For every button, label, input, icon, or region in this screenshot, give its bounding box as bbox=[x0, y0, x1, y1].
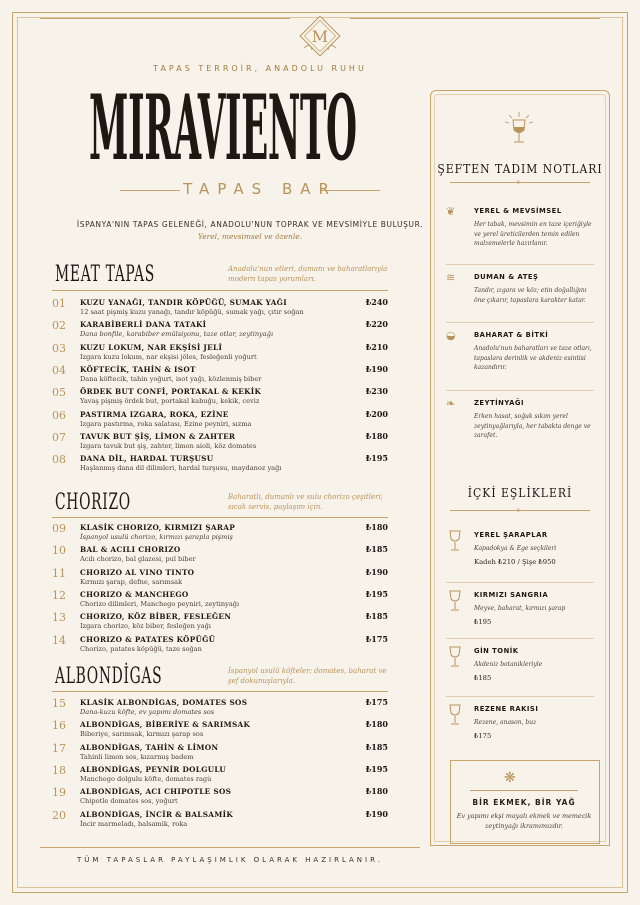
item-description: Dana-kuzu köfte, ev yapımı domates sos bbox=[80, 708, 215, 716]
menu-item bbox=[52, 567, 388, 589]
wine-glass-icon bbox=[448, 530, 462, 552]
item-number: 19 bbox=[52, 786, 66, 800]
bread-title: BİR EKMEK, BİR YAĞ bbox=[472, 798, 576, 807]
item-number: 13 bbox=[52, 611, 66, 625]
drink-divider bbox=[446, 638, 594, 639]
section-note: İspanyol usulü köfteler; domates, baharat ve şef dokunuşlarıyla. bbox=[228, 667, 387, 685]
footer-rule bbox=[40, 847, 420, 848]
drink-description: Rezene, anason, buz bbox=[474, 719, 537, 726]
item-description: Haşlanmış dana dil dilimleri, hardal turşusu, maydanoz yağı bbox=[80, 464, 282, 473]
chef-note bbox=[446, 330, 596, 390]
item-name: TAVUK BUT ŞİŞ, LİMON & ZAHTER bbox=[80, 431, 236, 441]
item-description: Tahinli limon sos, kızarmış badem bbox=[80, 752, 194, 761]
item-name: KLASİK ALBONDİGAS, DOMATES SOS bbox=[80, 698, 248, 707]
section-rule bbox=[52, 290, 388, 291]
wine-glass-sun-icon bbox=[494, 110, 544, 150]
mortar-icon: ◒ bbox=[446, 329, 456, 342]
bread-description: Ev yapımı ekşi mayalı ekmek ve memecik zeytinyağı ikramımızdır. bbox=[456, 812, 592, 830]
monogram-emblem bbox=[298, 14, 342, 58]
drink-title: YEREL ŞARAPLAR bbox=[474, 531, 548, 539]
drink-title: GİN TONİK bbox=[474, 647, 519, 655]
item-number: 07 bbox=[52, 430, 66, 444]
item-name: PASTIRMA IZGARA, ROKA, EZİNE bbox=[80, 409, 229, 419]
item-price: ₺180 bbox=[365, 522, 388, 532]
item-number: 03 bbox=[52, 341, 66, 355]
item-number: 01 bbox=[52, 297, 66, 310]
drink-item bbox=[446, 530, 596, 576]
item-price: ₺175 bbox=[365, 633, 388, 644]
menu-item bbox=[52, 764, 388, 786]
item-name: ALBONDİGAS, İNCİR & BALSAMİK bbox=[80, 809, 234, 819]
item-description: 12 saat pişmiş kuzu yanağı, tandır köpüğü, sumak yağı, çıtır soğan bbox=[80, 308, 304, 316]
item-description: Izgara chorizo, köz biber, fesleğen yağı bbox=[80, 622, 212, 631]
wheat-icon: ❋ bbox=[504, 770, 516, 786]
item-price: ₺220 bbox=[365, 319, 388, 330]
section-title: CHORIZO bbox=[55, 490, 131, 515]
item-number: 20 bbox=[52, 808, 66, 822]
item-description: Chipotle domates sos, yoğurt bbox=[80, 797, 178, 806]
note-title: YEREL & MEVSİMSEL bbox=[474, 207, 562, 215]
note-title: DUMAN & ATEŞ bbox=[474, 273, 539, 281]
header-rule-right bbox=[350, 18, 600, 19]
item-description: Kırmızı şarap, defne, sarımsak bbox=[80, 577, 183, 586]
item-number: 06 bbox=[52, 408, 66, 422]
item-price: ₺230 bbox=[365, 386, 388, 397]
item-price: ₺200 bbox=[365, 408, 388, 419]
menu-item bbox=[52, 431, 388, 453]
item-description: Biberiye, sarımsak, kırmızı şarap sos bbox=[80, 730, 204, 739]
item-number: 17 bbox=[52, 741, 66, 755]
intro-text: İSPANYA'NIN TAPAS GELENEĞİ, ANADOLU'NUN TOPRAK VE MEVSİMİYLE BULUŞUR. bbox=[76, 220, 424, 229]
drink-divider bbox=[446, 582, 594, 583]
item-name: ALBONDİGAS, BİBERİYE & SARIMSAK bbox=[80, 720, 251, 730]
smoke-icon: ≋ bbox=[446, 271, 456, 284]
ornament-icon: ✧ bbox=[515, 506, 522, 515]
item-number: 12 bbox=[52, 588, 66, 602]
header-rule-left bbox=[40, 18, 290, 19]
item-description: Chorizo, patates köpüğü, taze soğan bbox=[80, 644, 202, 653]
item-number: 11 bbox=[52, 566, 66, 580]
item-price: ₺190 bbox=[365, 808, 388, 819]
item-name: KARABİBERLİ DANA TATAKİ bbox=[80, 320, 207, 330]
item-number: 04 bbox=[52, 363, 66, 377]
item-number: 08 bbox=[52, 453, 66, 467]
section-title: MEAT TAPAS bbox=[55, 262, 155, 287]
menu-item bbox=[52, 386, 388, 408]
item-price: ₺185 bbox=[365, 741, 388, 752]
item-description: İncir marmeladı, balsamik, roka bbox=[80, 819, 188, 828]
note-divider bbox=[446, 322, 594, 323]
menu-item bbox=[52, 786, 388, 808]
drink-description: Meyve, baharat, kırmızı şarap bbox=[474, 605, 566, 612]
menu-item bbox=[52, 634, 388, 656]
item-description: Izgara tavuk but şiş, zahter, limon aioli, köz domates bbox=[80, 441, 257, 450]
item-description: Yavaş pişmiş ördek but, portakal kabuğu, kekik, ceviz bbox=[80, 397, 260, 406]
item-price: ₺190 bbox=[365, 566, 388, 577]
raki-glass-icon bbox=[448, 704, 462, 726]
item-number: 05 bbox=[52, 386, 66, 400]
item-price: ₺185 bbox=[365, 611, 388, 622]
note-title: BAHARAT & BİTKİ bbox=[474, 331, 549, 339]
wheat-icon: ❦ bbox=[446, 205, 456, 218]
section-title: ALBONDİGAS bbox=[55, 664, 163, 689]
menu-item bbox=[52, 544, 388, 566]
menu-item bbox=[52, 297, 388, 319]
item-name: DANA DİL, HARDAL TURŞUSU bbox=[80, 454, 214, 464]
item-price: ₺195 bbox=[365, 453, 388, 464]
note-description: Tandır, ızgara ve köz; etin doğallığını öne çıkarır, tapaslara karakter katar. bbox=[474, 287, 587, 304]
chef-note bbox=[446, 206, 596, 266]
item-number: 02 bbox=[52, 319, 66, 333]
item-number: 09 bbox=[52, 522, 66, 535]
monogram-letter: M bbox=[311, 27, 329, 46]
section-rule bbox=[52, 517, 388, 518]
item-description: Izgara pastırma, roka salatası, Ezine peyniri, sızma bbox=[80, 419, 252, 428]
drink-item bbox=[446, 646, 596, 692]
item-name: CHORIZO, KÖZ BİBER, FESLEĞEN bbox=[80, 612, 232, 622]
item-number: 18 bbox=[52, 763, 66, 777]
note-title: ZEYTİNYAĞI bbox=[474, 399, 524, 407]
olive-icon: ❧ bbox=[446, 397, 456, 410]
drink-price: Kadeh ₺210 / Şişe ₺950 bbox=[474, 558, 556, 566]
menu-item bbox=[52, 364, 388, 386]
bread-rule bbox=[470, 790, 578, 791]
drink-description: Kapadokya & Ege seçkileri bbox=[474, 545, 557, 552]
section-note: Anadolu'nun etleri, dumanı ve baharatlarıyla modern tapas yorumları. bbox=[228, 265, 388, 283]
menu-item bbox=[52, 319, 388, 341]
menu-item bbox=[52, 719, 388, 741]
item-price: ₺180 bbox=[365, 430, 388, 441]
drink-title: KIRMIZI SANGRIA bbox=[474, 591, 549, 599]
item-name: KUZU LOKUM, NAR EKŞİSİ JELİ bbox=[80, 342, 223, 352]
drink-item bbox=[446, 590, 596, 636]
drink-price: ₺195 bbox=[474, 618, 492, 626]
chef-note bbox=[446, 272, 596, 332]
note-divider bbox=[446, 264, 594, 265]
menu-item bbox=[52, 611, 388, 633]
menu-item bbox=[52, 342, 388, 364]
item-price: ₺240 bbox=[365, 297, 388, 307]
item-name: CHORIZO & PATATES KÖPÜĞÜ bbox=[80, 634, 216, 644]
menu-item bbox=[52, 409, 388, 431]
subtitle: TAPAS BAR bbox=[183, 180, 337, 198]
menu-item bbox=[52, 589, 388, 611]
chef-notes-title: ŞEFTEN TADIM NOTLARI bbox=[437, 162, 603, 176]
item-price: ₺185 bbox=[365, 544, 388, 555]
sangria-glass-icon bbox=[448, 590, 462, 612]
item-name: CHORIZO & MANCHEGO bbox=[80, 589, 189, 599]
footer-note: TÜM TAPASLAR PAYLAŞIMLIK OLARAK HAZIRLANIR. bbox=[77, 856, 383, 864]
item-price: ₺180 bbox=[365, 786, 388, 797]
item-name: BAL & ACILI CHORIZO bbox=[80, 545, 181, 555]
drink-item bbox=[446, 704, 596, 750]
note-description: Her tabak, mevsimin en taze içeriğiyle ve yerel üreticilerden temin edilen malzemelerle hazırlanır. bbox=[474, 221, 592, 247]
note-description: Anadolu'nun baharatları ve taze otları, tapaslara derinlik ve akdeniz esintisi kazandırır. bbox=[474, 345, 592, 371]
item-number: 16 bbox=[52, 719, 66, 733]
chef-note bbox=[446, 398, 596, 458]
item-number: 15 bbox=[52, 697, 66, 710]
item-price: ₺195 bbox=[365, 763, 388, 774]
menu-item bbox=[52, 453, 388, 475]
item-number: 10 bbox=[52, 544, 66, 558]
item-price: ₺210 bbox=[365, 341, 388, 352]
item-description: Manchego dolgulu köfte, domates ragù bbox=[80, 774, 212, 783]
item-description: Dana bonfile, karabiber emülsiyonu, taze otlar, zeytinyağı bbox=[80, 330, 274, 339]
item-price: ₺190 bbox=[365, 363, 388, 374]
drink-title: REZENE RAKISI bbox=[474, 705, 539, 713]
menu-item bbox=[52, 697, 388, 719]
tonic-glass-icon bbox=[448, 646, 462, 668]
note-divider bbox=[446, 390, 594, 391]
item-description: Acılı chorizo, bal glazesi, pul biber bbox=[80, 555, 196, 564]
item-name: KLASİK CHORIZO, KIRMIZI ŞARAP bbox=[80, 523, 236, 532]
drink-price: ₺175 bbox=[474, 732, 492, 740]
item-description: İspanyol usulü chorizo, kırmızı şarapla pişmiş bbox=[80, 533, 233, 541]
menu-item bbox=[52, 809, 388, 831]
item-price: ₺180 bbox=[365, 719, 388, 730]
drink-description: Akdeniz botanikleriyle bbox=[474, 661, 543, 668]
drink-price: ₺185 bbox=[474, 674, 492, 682]
item-name: CHORIZO AL VINO TINTO bbox=[80, 567, 195, 577]
item-name: ALBONDİGAS, PEYNİR DOLGULU bbox=[80, 764, 227, 774]
section-rule bbox=[52, 691, 388, 692]
intro-subtext: Yerel, mevsimsel ve özenle. bbox=[197, 232, 303, 241]
item-name: ÖRDEK BUT CONFİ, PORTAKAL & KEKİK bbox=[80, 387, 262, 397]
item-name: ALBONDİGAS, ACI CHIPOTLE SOS bbox=[80, 787, 232, 797]
menu-item bbox=[52, 522, 388, 544]
brand-title: MIRAVIENTO bbox=[88, 75, 357, 181]
note-description: Erken hasat, soğuk sıkım yerel zeytinyağlarıyla, her tabakta denge ve zarafet. bbox=[474, 413, 591, 439]
item-price: ₺195 bbox=[365, 588, 388, 599]
item-description: Dana köftecik, tahin yoğurt, isot yağı, közlenmiş biber bbox=[80, 374, 262, 383]
drinks-title: İÇKİ EŞLİKLERİ bbox=[467, 486, 573, 500]
item-name: KUZU YANAĞI, TANDIR KÖPÜĞÜ, SUMAK YAĞI bbox=[80, 298, 287, 307]
item-name: KÖFTECİK, TAHİN & ISOT bbox=[80, 364, 196, 374]
drink-divider bbox=[446, 696, 594, 697]
menu-item bbox=[52, 742, 388, 764]
section-note: Baharatlı, dumanlı ve sulu chorizo çeşitleri; sıcak servis, paylaşım için. bbox=[228, 493, 384, 511]
item-description: Izgara kuzu lokum, nar ekşisi jöles, fesleğenli yoğurt bbox=[80, 352, 257, 361]
item-number: 14 bbox=[52, 633, 66, 647]
ornament-icon: ✧ bbox=[515, 178, 522, 187]
item-price: ₺175 bbox=[365, 697, 388, 707]
tagline: TAPAS TERROİR, ANADOLU RUHU bbox=[153, 64, 367, 73]
item-name: ALBONDİGAS, TAHİN & LİMON bbox=[80, 742, 219, 752]
item-description: Chorizo dilimleri, Manchego peyniri, zeytinyağı bbox=[80, 599, 240, 608]
